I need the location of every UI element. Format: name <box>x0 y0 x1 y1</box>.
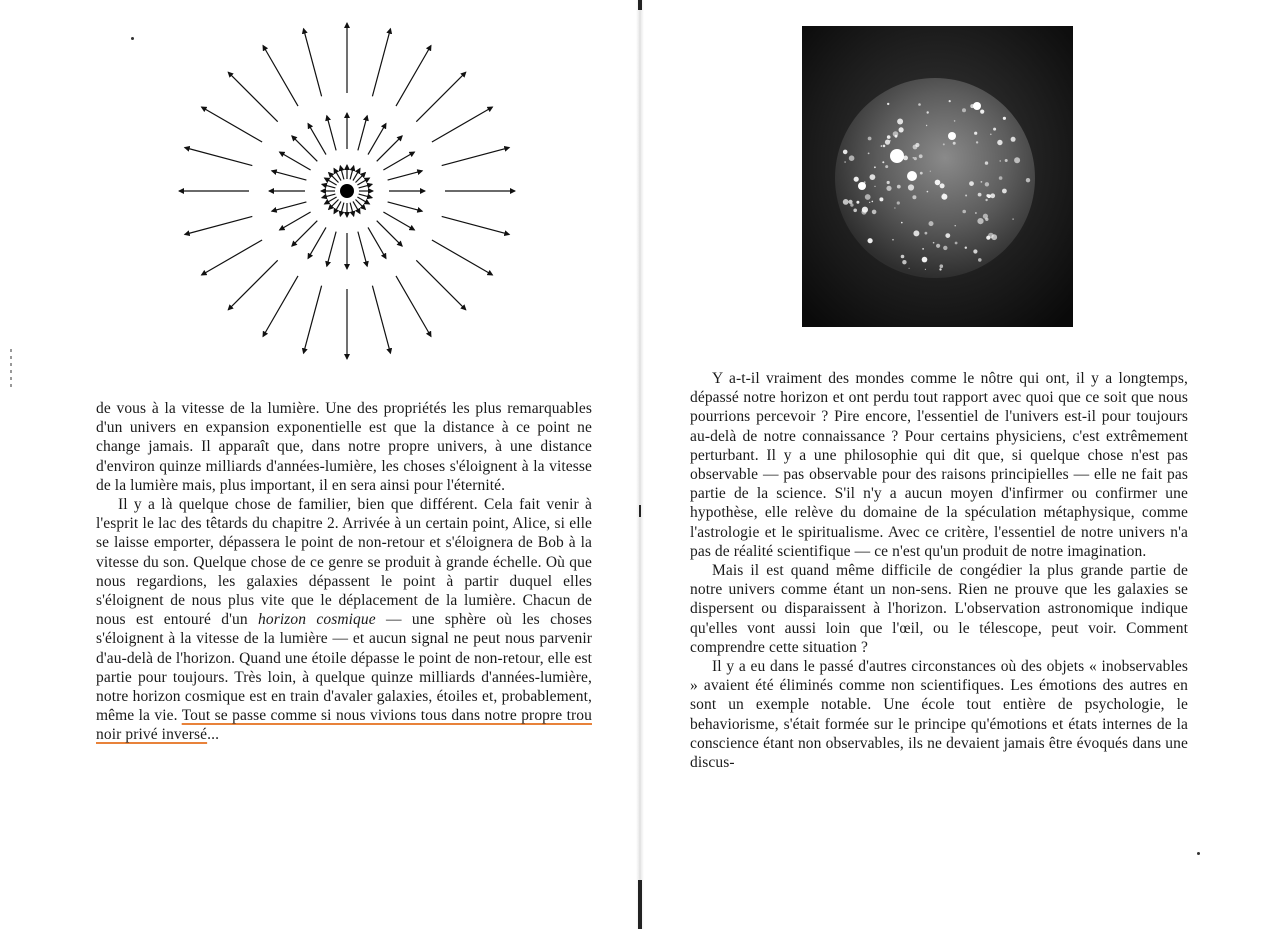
left-paragraph-2-end: ... <box>207 726 220 744</box>
galaxy-dot <box>981 181 983 183</box>
radial-arrow <box>442 216 510 234</box>
galaxy-dot <box>943 143 945 145</box>
galaxy-dot <box>868 153 870 155</box>
radial-arrow <box>185 216 253 234</box>
galaxy-dot <box>955 225 956 226</box>
galaxy-dot <box>854 177 859 182</box>
galaxy-dot <box>1005 159 1008 162</box>
radial-arrow <box>228 260 278 310</box>
cosmic-sphere-photo <box>802 26 1073 327</box>
galaxy-dot <box>1012 218 1014 220</box>
radial-arrow <box>272 171 307 180</box>
galaxy-dot <box>954 120 956 122</box>
galaxy-dot <box>882 161 884 163</box>
radial-arrow <box>372 29 390 97</box>
galaxy-dot <box>949 100 951 102</box>
galaxy-dot <box>929 221 934 226</box>
radial-arrow <box>442 148 510 166</box>
galaxy-dot <box>913 157 915 159</box>
galaxy-dot <box>843 150 848 155</box>
radial-arrow <box>416 72 466 122</box>
radial-arrow <box>185 148 253 166</box>
center-dot <box>340 184 354 198</box>
radial-arrow <box>322 194 336 198</box>
left-paragraph-2-mid: — une sphère où les choses s'éloignent à la vitesse de la lumière — et aucun signal ne peut nous parvenir d'au-delà de l'horizon. Quand une étoile dépasse le point de non-retour, elle est partie pour toujours. Très loin, à quelque quinze milliards d'années-lumière, notre horizon cosmique est en train d'avaler galaxies, étoiles et, probablement, même la vie. <box>96 611 592 725</box>
scan-speck <box>1197 852 1200 855</box>
galaxy-dot <box>897 201 900 204</box>
galaxy-dot <box>945 233 950 238</box>
galaxy-dot <box>850 203 853 206</box>
galaxy-dot <box>993 128 996 131</box>
radial-arrow <box>358 116 367 151</box>
galaxy-dot <box>901 222 903 224</box>
galaxy-dot <box>943 193 945 195</box>
radial-arrow <box>308 227 326 258</box>
galaxy-dot <box>894 207 895 208</box>
bright-cluster <box>890 149 904 163</box>
galaxy-dot <box>962 108 966 112</box>
galaxy-dot <box>887 181 890 184</box>
galaxy-dot <box>974 132 977 135</box>
galaxy-dot <box>849 155 855 161</box>
radial-arrow <box>322 184 336 188</box>
radial-arrow <box>388 171 423 180</box>
galaxy-dot <box>892 239 894 241</box>
galaxy-dot <box>865 194 871 200</box>
radial-arrow <box>368 227 386 258</box>
radial-arrow <box>308 124 326 155</box>
galaxy-dot <box>941 194 947 200</box>
radial-arrow <box>340 203 344 217</box>
galaxy-dot <box>939 268 941 270</box>
galaxy-dot <box>870 174 876 180</box>
galaxy-dot <box>872 201 874 203</box>
radial-arrow <box>202 107 263 142</box>
galaxy-dot <box>919 154 923 158</box>
galaxy-dot <box>983 214 988 219</box>
bright-cluster <box>858 182 866 190</box>
radial-arrow <box>383 212 414 230</box>
galaxy-dot <box>973 249 977 253</box>
galaxy-dot <box>976 141 978 143</box>
radial-arrow <box>377 136 403 162</box>
galaxy-dot <box>997 140 1002 145</box>
radial-arrow <box>292 221 318 247</box>
sphere-image <box>802 26 1073 327</box>
galaxy-dot <box>986 194 989 197</box>
galaxy-dot <box>885 140 890 145</box>
galaxy-dot <box>914 157 917 160</box>
galaxy-dot <box>986 236 990 240</box>
radial-arrow <box>263 276 298 337</box>
galaxy-dot <box>925 269 926 270</box>
galaxy-dot <box>848 200 852 204</box>
radial-arrow <box>340 166 344 180</box>
galaxy-dot <box>843 199 849 205</box>
galaxy-dot <box>887 135 891 139</box>
galaxy-dot <box>1000 160 1001 161</box>
galaxy-dot <box>943 246 947 250</box>
galaxy-dot <box>940 183 945 188</box>
scan-edge-marks <box>8 345 16 405</box>
radial-arrow <box>416 260 466 310</box>
galaxy-dot <box>990 134 992 136</box>
bright-cluster <box>973 102 981 110</box>
galaxy-dot <box>1011 137 1016 142</box>
galaxy-dot <box>975 212 977 214</box>
radial-arrow <box>350 203 354 217</box>
right-paragraph-2: Mais il est quand même difficile de congédier la plus grande partie de notre univers comme étant un non-sens. Rien ne prouve que les galaxies se dispersent ou disparaissent à l'horizon. L'observation astronomique indique qu'elles vont aussi loin que l'œil, ou le télescope, peut voir. Comment comprendre cette situation ? <box>690 562 1188 656</box>
left-page-text <box>96 399 592 745</box>
galaxy-dot <box>922 248 924 250</box>
radial-arrow <box>202 240 263 275</box>
galaxy-dot <box>953 142 956 145</box>
radial-arrow <box>432 240 493 275</box>
galaxy-dot <box>912 195 916 199</box>
galaxy-dot <box>933 242 935 244</box>
galaxy-dot <box>920 172 923 175</box>
scan-speck <box>131 37 134 40</box>
galaxy-dot <box>901 255 905 259</box>
left-paragraph-2-start: Il y a là quelque chose de familier, bien que différent. Cela fait venir à l'esprit le lac des têtards du chapitre 2. Arrivée à un certain point, Alice, si elle se laisse emporter, dépassera le point de non-retour et s'éloignera de Bob à la vitesse du son. Quelque chose de ce genre se produit à grande échelle. Où que nous regardions, les galaxies dépassent le point à partir duquel elles s'éloignent de nous plus vite que le déplacement de la lumière. Chacun de nous est entouré d'un <box>96 496 592 629</box>
galaxy-dot <box>977 218 983 224</box>
galaxy-dot <box>897 185 901 189</box>
galaxy-dot <box>874 186 875 187</box>
radial-arrow <box>396 276 431 337</box>
radial-arrow <box>359 184 373 188</box>
galaxy-dot <box>978 193 982 197</box>
galaxy-dot <box>940 264 944 268</box>
galaxy-dot <box>913 230 919 236</box>
galaxy-dot <box>935 180 941 186</box>
radial-arrow <box>304 29 322 97</box>
galaxy-dot <box>879 197 883 201</box>
radial-arrow <box>377 221 403 247</box>
radial-arrow <box>396 46 431 107</box>
galaxy-dot <box>909 268 910 269</box>
galaxy-dot <box>927 191 929 193</box>
sphere <box>835 78 1035 278</box>
radial-arrow <box>292 136 318 162</box>
galaxy-dot <box>869 202 870 203</box>
radial-arrow <box>280 152 311 170</box>
galaxy-dot <box>999 176 1003 180</box>
radial-arrow <box>304 286 322 354</box>
galaxy-dot <box>853 209 857 213</box>
galaxy-dot <box>936 244 940 248</box>
radial-arrow <box>388 202 423 211</box>
galaxy-dot <box>985 161 988 164</box>
galaxy-dot <box>925 232 928 235</box>
galaxy-dot <box>927 111 929 113</box>
galaxy-dot <box>965 247 967 249</box>
right-page-text <box>690 369 1188 772</box>
galaxy-dot <box>856 201 859 204</box>
galaxy-dot <box>955 242 958 245</box>
radial-arrow <box>263 46 298 107</box>
galaxy-dot <box>1014 157 1020 163</box>
radial-arrow <box>432 107 493 142</box>
horizon-cosmique-term: horizon cosmique <box>258 611 376 629</box>
radial-arrow <box>228 72 278 122</box>
galaxy-dot <box>861 209 866 214</box>
galaxy-dot <box>962 210 966 214</box>
galaxy-dot <box>926 125 927 126</box>
radial-arrow <box>368 124 386 155</box>
left-paragraph-2 <box>96 495 592 745</box>
radial-arrow <box>272 202 307 211</box>
radial-arrow <box>280 212 311 230</box>
radial-arrow <box>327 232 336 267</box>
galaxy-dot <box>985 182 989 186</box>
bright-cluster <box>948 132 956 140</box>
galaxy-dot <box>881 145 883 147</box>
galaxy-dot <box>965 195 967 197</box>
galaxy-dot <box>886 186 891 191</box>
galaxy-dot <box>883 145 886 148</box>
galaxy-dot <box>874 166 876 168</box>
radial-arrow <box>359 194 373 198</box>
galaxy-dot <box>1026 178 1030 182</box>
galaxy-dot <box>969 181 974 186</box>
galaxy-dot <box>868 238 873 243</box>
galaxy-dot <box>889 140 891 142</box>
galaxy-dot <box>868 137 872 141</box>
galaxy-dot <box>985 199 987 201</box>
radial-arrow <box>372 286 390 354</box>
galaxy-dot <box>980 110 984 114</box>
galaxy-dot <box>978 258 982 262</box>
galaxy-dot <box>844 161 846 163</box>
galaxy-dot <box>930 171 931 172</box>
radial-arrow <box>350 166 354 180</box>
galaxy-dot <box>922 257 928 263</box>
galaxy-dot <box>872 210 877 215</box>
right-paragraph-3: Il y a eu dans le passé d'autres circonstances où des objets « inobservables » avaient été éliminés comme non scientifiques. Les émotions des autres en sont un exemple notable. Une école tout entière de psychologie, le behaviorisme, s'était formée sur le principe qu'émotions et états internes de la conscience étant non observables, ils ne devaient jamais être évoqués dans une discus- <box>690 658 1188 772</box>
galaxy-dot <box>913 145 918 150</box>
highlighted-passage: Tout se passe comme si nous vivions tous dans notre propre trou noir privé inversé <box>96 707 592 744</box>
galaxy-dot <box>899 127 904 132</box>
galaxy-dot <box>902 260 906 264</box>
left-paragraph-1: de vous à la vitesse de la lumière. Une des propriétés les plus remarquables d'un univers en expansion exponentielle est que la distance à ce point ne change jamais. Il apparaît que, dans notre propre univers, à une distance d'environ quinze milliards d'années-lumière, les choses s'éloignent à la vitesse de la lumière mais, plus important, il en sera ainsi pour l'éternité. <box>96 400 592 494</box>
bright-cluster <box>907 171 917 181</box>
galaxy-dot <box>893 131 899 137</box>
galaxy-dot <box>885 165 888 168</box>
galaxy-dot <box>1002 189 1007 194</box>
galaxy-dot <box>897 119 903 125</box>
galaxy-dot <box>990 193 995 198</box>
galaxy-dot <box>1003 117 1006 120</box>
galaxy-dot <box>887 103 889 105</box>
galaxy-dot <box>908 184 914 190</box>
galaxy-dot <box>918 103 921 106</box>
radial-arrow <box>358 232 367 267</box>
radial-arrows-figure <box>165 15 535 365</box>
radial-arrow <box>383 152 414 170</box>
radial-arrow <box>327 116 336 151</box>
right-paragraph-1: Y a-t-il vraiment des mondes comme le nôtre qui ont, il y a longtemps, dépassé notre horizon et ont perdu tout rapport avec quoi que ce soit que nous pourrions percevoir ? Pire encore, l'essentiel de l'univers est-il pour toujours au-delà de notre connaissance ? Pour certains physiciens, c'est extrêmement perturbant. Il y a une philosophie qui dit que, si quelque chose n'est pas observable — pas observable pour des raisons principielles — elle ne fait pas partie de la science. S'il n'y a aucun moyen d'infirmer ou confirmer une hypothèse, elle relève du domaine de la spéculation métaphysique, comme l'astrologie et le spiritualisme. Avec ce critère, l'essentiel de notre univers n'a pas de réalité scientifique — ce n'est qu'un produit de notre imagination. <box>690 370 1188 560</box>
